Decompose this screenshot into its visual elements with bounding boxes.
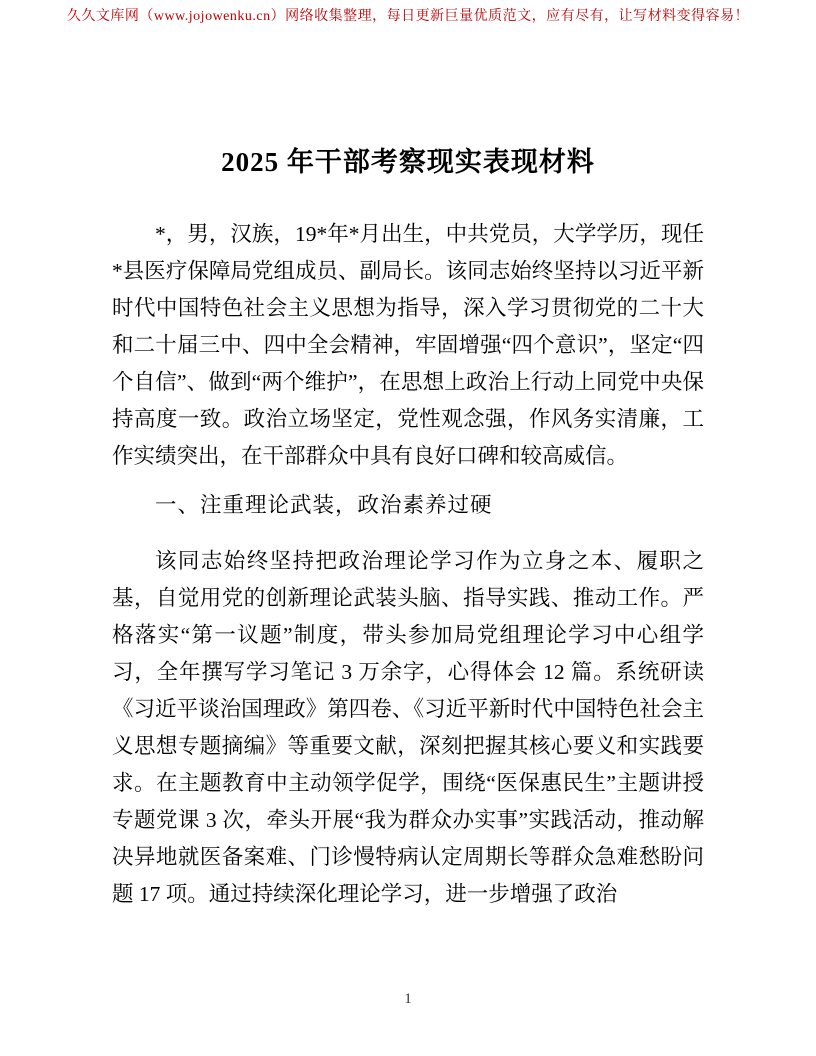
section-heading-1: 一、注重理论武装，政治素养过硬 [155,493,493,517]
page-number: 1 [404,991,412,1007]
paragraph-section-1: 该同志始终坚持把政治理论学习作为立身之本、履职之基，自觉用党的创新理论武装头脑、指导实践、推动工作。严格落实“第一议题”制度，带头参加局党组理论学习中心组学习，全年撰写学习笔记 3 万余字，心得体会 12 篇。系统研读《习近平谈治国理政》第四卷、《习近平新时代中国特色社会主义思想专题摘编》等重要文献，深刻把握其核心要义和实践要求。在主题教育中主动领学促学，围绕“医保惠民生”主题讲授专题党课 3 次，牵头开展“我为群众办实事”实践活动，推动解决异地就医备案难、门诊慢特病认定周期长等群众急难愁盼问题 17 项。通过持续深化理论学习，进一步增强了政治 [112,549,704,906]
document-title: 2025 年干部考察现实表现材料 [221,147,595,177]
paragraph-intro: *，男，汉族，19*年*月出生，中共党员，大学学历，现任*县医疗保障局党组成员、副局长。该同志始终坚持以习近平新时代中国特色社会主义思想为指导，深入学习贯彻党的二十大和二十届三中、四中全会精神，牢固增强“四个意识”，坚定“四个自信”、做到“两个维护”，在思想上政治上行动上同党中央保持高度一致。政治立场坚定，党性观念强，作风务实清廉，工作实绩突出，在干部群众中具有良好口碑和较高威信。 [112,222,704,468]
site-watermark-header: 久久文库网（www.jojowenku.cn）网络收集整理，每日更新巨量优质范文，应有尽有，让写材料变得容易！ [66,9,750,24]
